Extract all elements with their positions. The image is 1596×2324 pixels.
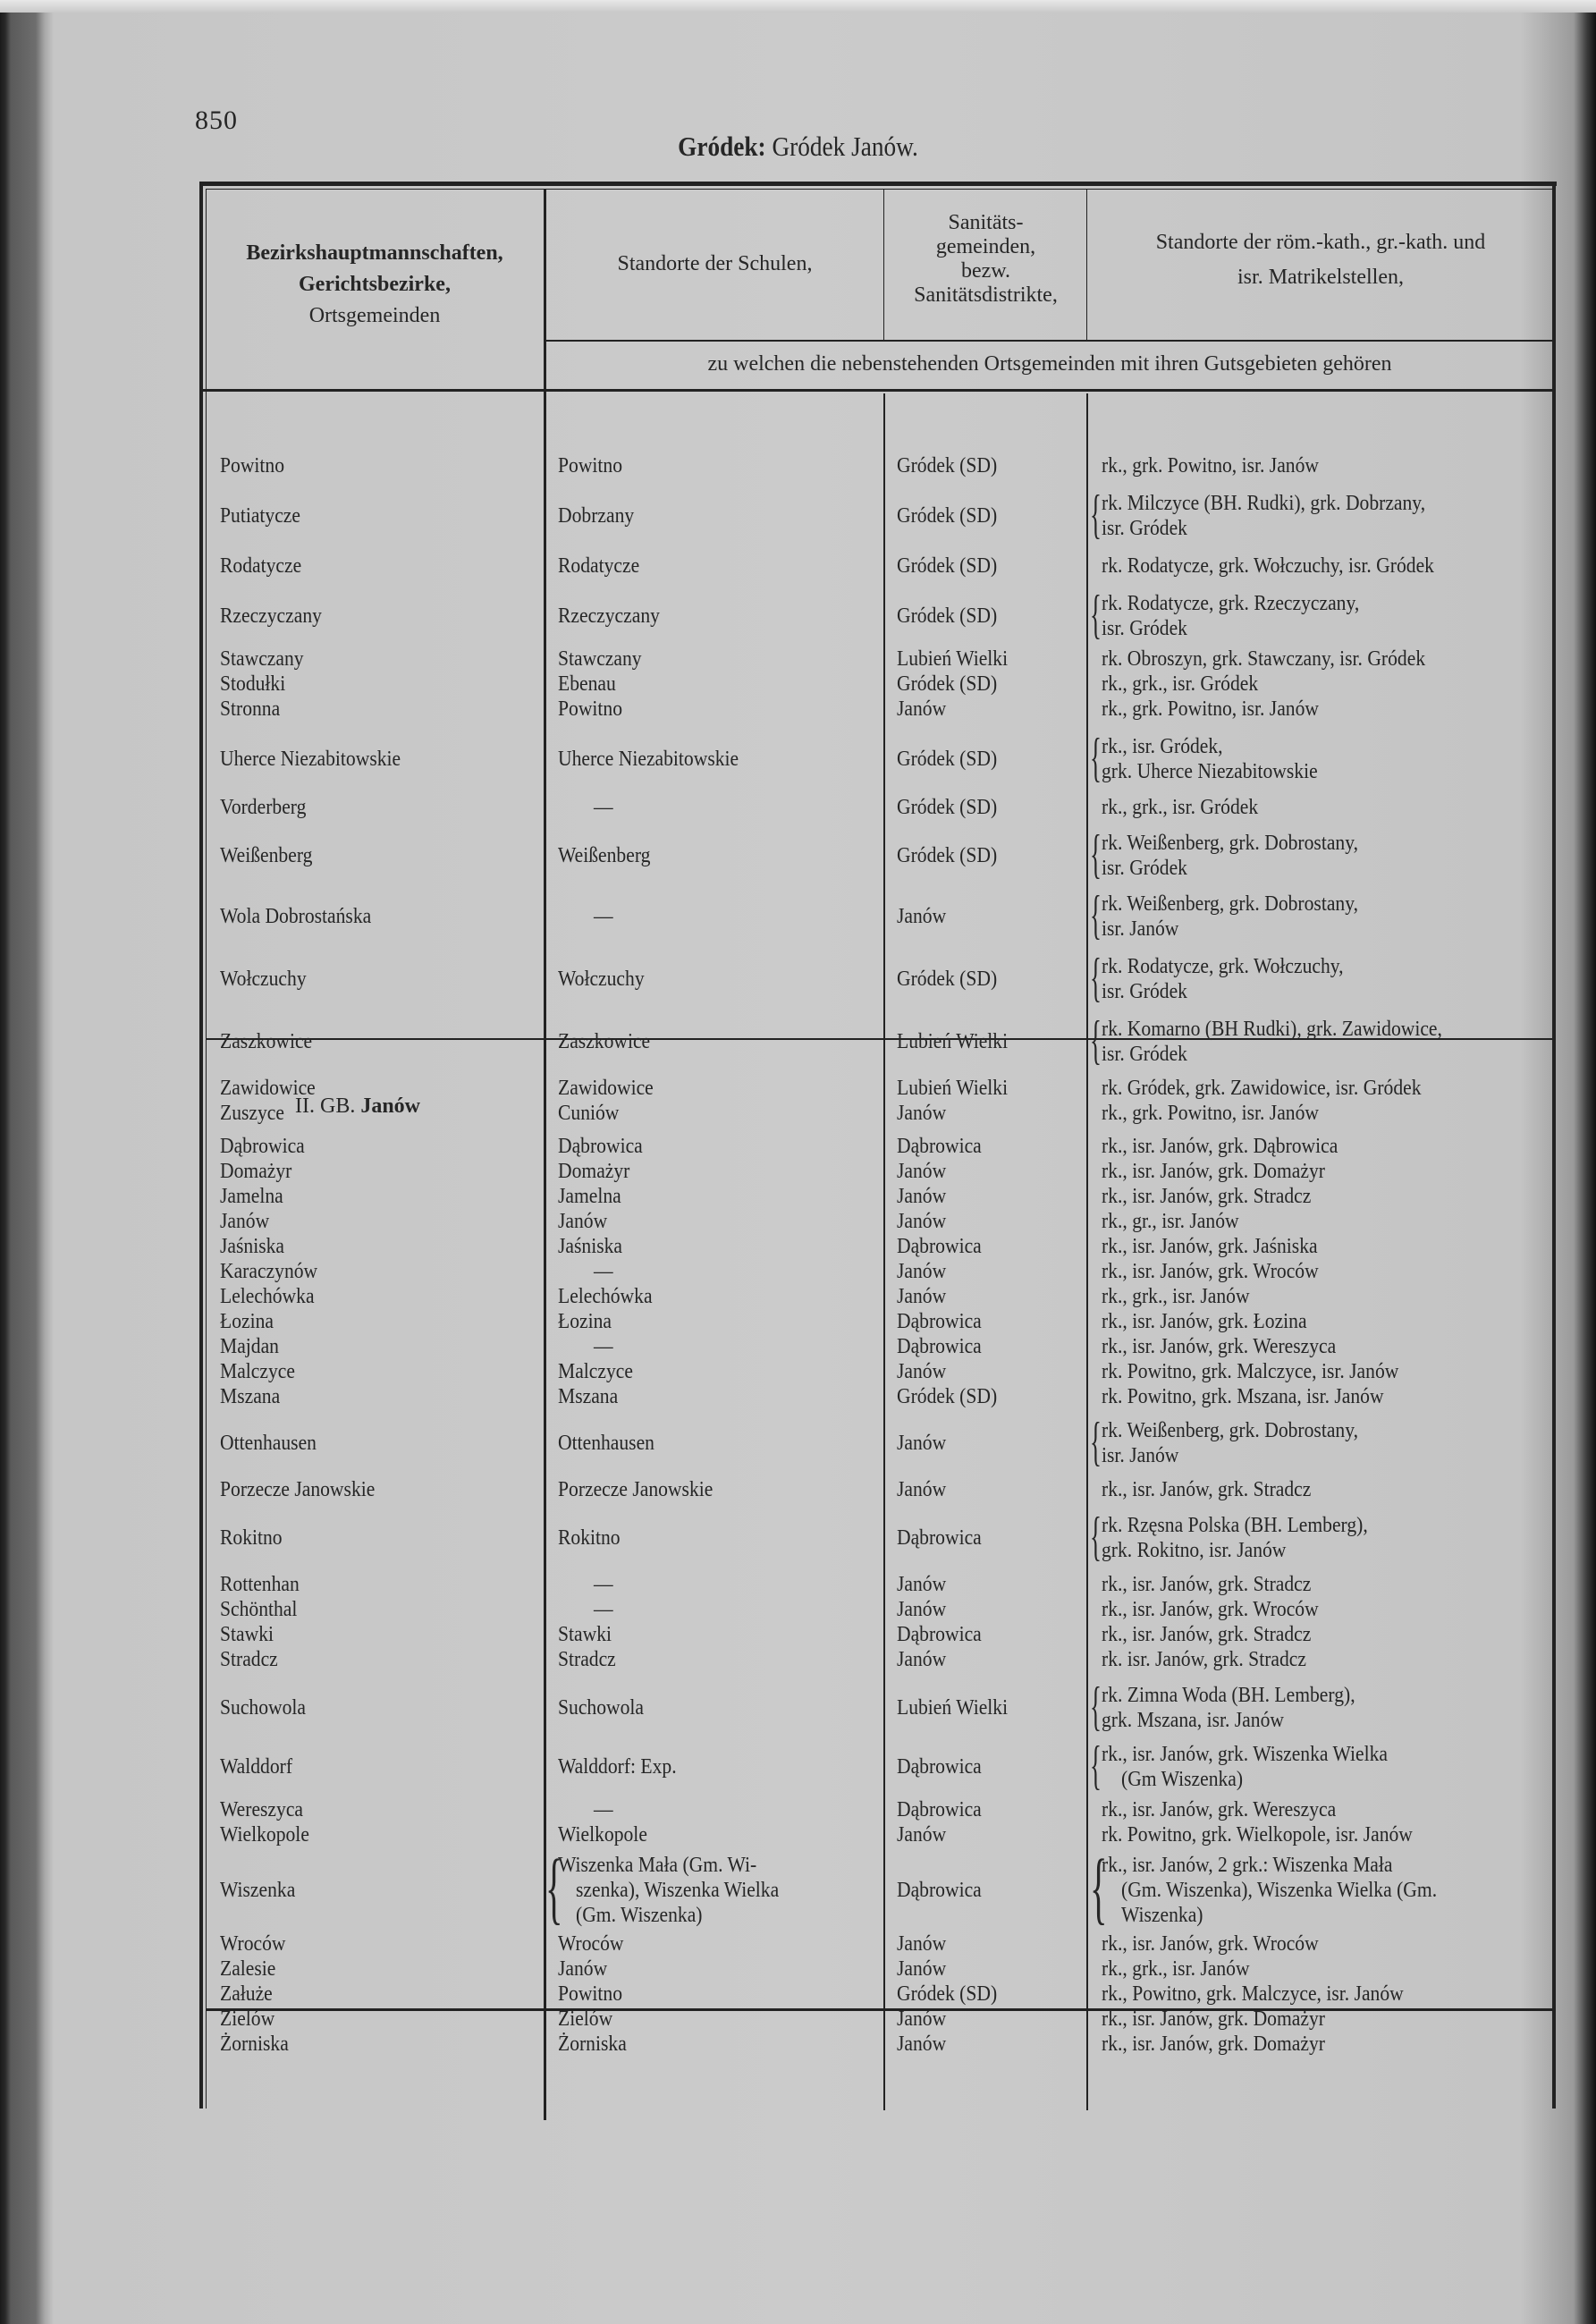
row-matrikel-brace: { bbox=[1090, 948, 1102, 1007]
row-gemeinde: Janów bbox=[220, 1210, 270, 1233]
row-gemeinde: Suchowola bbox=[220, 1696, 306, 1720]
row-schule: (Gm. Wiszenka) bbox=[576, 1904, 703, 1927]
row-schule: Mszana bbox=[558, 1385, 619, 1408]
row-matrikel-brace: { bbox=[1090, 824, 1102, 883]
row-sanitaet: Janów bbox=[897, 905, 947, 928]
row-matrikel: rk., isr. Janów, grk. Wroców bbox=[1102, 1598, 1319, 1621]
row-gemeinde: Porzecze Janowskie bbox=[220, 1478, 376, 1501]
row-matrikel: grk. Mszana, isr. Janów bbox=[1102, 1709, 1284, 1732]
row-schule: Jaśniska bbox=[558, 1235, 622, 1258]
header-col3-line4: Sanitätsdistrikte, bbox=[914, 283, 1058, 307]
row-matrikel: rk., grk., isr. Gródek bbox=[1102, 796, 1259, 819]
row-matrikel: rk., grk. Powitno, isr. Janów bbox=[1102, 454, 1319, 477]
row-matrikel: grk. Uherce Niezabitowskie bbox=[1102, 760, 1318, 783]
row-sanitaet: Gródek (SD) bbox=[897, 672, 998, 696]
row-sanitaet: Gródek (SD) bbox=[897, 554, 998, 578]
row-sanitaet: Gródek (SD) bbox=[897, 748, 998, 771]
row-sanitaet: Janów bbox=[897, 1432, 947, 1455]
row-gemeinde: Stradcz bbox=[220, 1648, 278, 1671]
row-gemeinde: Domażyr bbox=[220, 1160, 292, 1183]
row-matrikel: rk. Komarno (BH Rudki), grk. Zawidowice, bbox=[1102, 1018, 1442, 1041]
row-matrikel: rk., isr. Janów, grk. Domażyr bbox=[1102, 2007, 1325, 2031]
row-sanitaet: Janów bbox=[897, 2007, 947, 2031]
row-gemeinde: Stawczany bbox=[220, 647, 304, 671]
row-sanitaet: Janów bbox=[897, 1210, 947, 1233]
row-matrikel: rk., isr. Janów, grk. Domażyr bbox=[1102, 1160, 1325, 1183]
row-gemeinde: Putiatycze bbox=[220, 504, 300, 528]
table-top-inner-rule bbox=[206, 189, 1552, 190]
row-schule: Domażyr bbox=[558, 1160, 630, 1183]
table-left-inner-border bbox=[206, 189, 207, 2109]
row-schule: Rodatycze bbox=[558, 554, 640, 578]
row-schule: Wiszenka Mała (Gm. Wi- bbox=[558, 1854, 757, 1877]
row-sanitaet: Lubień Wielki bbox=[897, 1030, 1009, 1053]
row-matrikel: rk., grk., isr. Gródek bbox=[1102, 672, 1259, 696]
row-gemeinde: Rodatycze bbox=[220, 554, 302, 578]
subheader-rule bbox=[545, 340, 1554, 342]
row-matrikel: rk., isr. Janów, grk. Jaśniska bbox=[1102, 1235, 1318, 1258]
row-gemeinde: Załuże bbox=[220, 1982, 273, 2006]
header-col4-line2: isr. Matrikelstellen, bbox=[1237, 266, 1404, 289]
row-sanitaet: Dąbrowica bbox=[897, 1755, 982, 1779]
row-gemeinde: Wołczuchy bbox=[220, 968, 307, 991]
row-sanitaet: Gródek (SD) bbox=[897, 454, 998, 477]
header-col3-line1: Sanitäts- bbox=[948, 211, 1024, 234]
row-matrikel: rk., isr. Janów, grk. Wroców bbox=[1102, 1260, 1319, 1283]
row-sanitaet: Dąbrowica bbox=[897, 1335, 982, 1358]
row-schule: — bbox=[594, 1798, 613, 1821]
row-schule: Dąbrowica bbox=[558, 1135, 643, 1158]
row-gemeinde: Wroców bbox=[220, 1932, 286, 1956]
row-matrikel-brace: { bbox=[1090, 1507, 1102, 1566]
row-matrikel: rk., isr. Janów, 2 grk.: Wiszenka Mała bbox=[1102, 1854, 1393, 1877]
row-sanitaet: Gródek (SD) bbox=[897, 504, 998, 528]
row-matrikel: isr. Gródek bbox=[1102, 617, 1187, 640]
row-sanitaet: Janów bbox=[897, 1598, 947, 1621]
row-gemeinde: Wola Dobrostańska bbox=[220, 905, 372, 928]
row-sanitaet: Dąbrowica bbox=[897, 1310, 982, 1333]
row-sanitaet: Lubień Wielki bbox=[897, 1077, 1009, 1100]
row-matrikel: isr. Janów bbox=[1102, 1444, 1179, 1467]
row-sanitaet: Janów bbox=[897, 697, 947, 721]
row-matrikel: rk. isr. Janów, grk. Stradcz bbox=[1102, 1648, 1306, 1671]
row-matrikel: rk. Zimna Woda (BH. Lemberg), bbox=[1102, 1684, 1355, 1707]
row-schule: Zaszkowice bbox=[558, 1030, 651, 1053]
row-gemeinde: Jaśniska bbox=[220, 1235, 284, 1258]
row-schule: Cuniów bbox=[558, 1102, 620, 1125]
row-gemeinde: Zawidowice bbox=[220, 1077, 316, 1100]
row-schule: szenka), Wiszenka Wielka bbox=[576, 1879, 780, 1902]
row-matrikel: Wiszenka) bbox=[1121, 1904, 1203, 1927]
row-schule: Jamelna bbox=[558, 1185, 621, 1208]
row-schule: Ebenau bbox=[558, 672, 616, 696]
row-schule: Malczyce bbox=[558, 1360, 633, 1383]
row-sanitaet: Janów bbox=[897, 1102, 947, 1125]
row-gemeinde: Rottenhan bbox=[220, 1573, 300, 1596]
col-divider-3 bbox=[1086, 189, 1087, 341]
row-schule: — bbox=[594, 1335, 613, 1358]
row-schule: — bbox=[594, 1573, 613, 1596]
row-schule: Dobrzany bbox=[558, 504, 635, 528]
row-schule: Zawidowice bbox=[558, 1077, 654, 1100]
row-gemeinde: Zuszyce bbox=[220, 1102, 284, 1125]
page-top-shade bbox=[0, 0, 1596, 13]
row-gemeinde: Schönthal bbox=[220, 1598, 298, 1621]
row-sanitaet: Gródek (SD) bbox=[897, 1385, 998, 1408]
row-sanitaet: Lubień Wielki bbox=[897, 1696, 1009, 1720]
row-matrikel: rk. Weißenberg, grk. Dobrostany, bbox=[1102, 832, 1359, 855]
row-sanitaet: Janów bbox=[897, 1957, 947, 1981]
row-gemeinde: Zaszkowice bbox=[220, 1030, 313, 1053]
row-sanitaet: Dąbrowica bbox=[897, 1135, 982, 1158]
row-matrikel: rk., isr. Janów, grk. Stradcz bbox=[1102, 1573, 1312, 1596]
row-schule: Porzecze Janowskie bbox=[558, 1478, 714, 1501]
row-matrikel: rk., grk., isr. Janów bbox=[1102, 1285, 1250, 1308]
row-sanitaet: Janów bbox=[897, 1573, 947, 1596]
row-gemeinde: Stronna bbox=[220, 697, 281, 721]
header-col3 bbox=[885, 211, 1086, 308]
row-matrikel-brace: { bbox=[1090, 728, 1102, 787]
row-matrikel: rk., isr. Janów, grk. Wiszenka Wielka bbox=[1102, 1743, 1388, 1766]
row-matrikel-brace: { bbox=[1090, 485, 1102, 544]
row-schule: Stradcz bbox=[558, 1648, 616, 1671]
row-gemeinde: Ottenhausen bbox=[220, 1432, 317, 1455]
row-gemeinde: Uherce Niezabitowskie bbox=[220, 748, 401, 771]
row-schule: Rokitno bbox=[558, 1526, 621, 1550]
header-bottom-rule bbox=[202, 389, 1554, 392]
row-gemeinde: Karaczynów bbox=[220, 1260, 318, 1283]
section2-heading bbox=[295, 1094, 420, 1119]
row-matrikel: rk., isr. Janów, grk. Wroców bbox=[1102, 1932, 1319, 1956]
row-matrikel: isr. Gródek bbox=[1102, 517, 1187, 540]
header-col4 bbox=[1088, 231, 1553, 290]
row-gemeinde: Łozina bbox=[220, 1310, 274, 1333]
header-col1-line2: Gerichtsbezirke, bbox=[299, 273, 451, 296]
subheader: zu welchen die nebenstehenden Ortsgemeinden mit ihren Gutsgebieten gehören bbox=[707, 352, 1392, 376]
row-matrikel: rk. Milczyce (BH. Rudki), grk. Dobrzany, bbox=[1102, 492, 1426, 515]
row-matrikel: isr. Gródek bbox=[1102, 980, 1187, 1003]
page-title bbox=[96, 131, 1500, 163]
row-matrikel: (Gm. Wiszenka), Wiszenka Wielka (Gm. bbox=[1121, 1879, 1438, 1902]
row-sanitaet: Gródek (SD) bbox=[897, 968, 998, 991]
row-schule: Stawki bbox=[558, 1623, 612, 1646]
table-right-border bbox=[1552, 182, 1556, 2109]
row-matrikel: rk. Gródek, grk. Zawidowice, isr. Gródek bbox=[1102, 1077, 1422, 1100]
row-gemeinde: Mszana bbox=[220, 1385, 281, 1408]
row-sanitaet: Gródek (SD) bbox=[897, 1982, 998, 2006]
row-schule-brace: { bbox=[545, 1844, 563, 1932]
row-schule: Walddorf: Exp. bbox=[558, 1755, 677, 1779]
row-gemeinde: Walddorf bbox=[220, 1755, 293, 1779]
row-schule: Żorniska bbox=[558, 2032, 627, 2056]
header-col2: Standorte der Schulen, bbox=[617, 252, 813, 275]
row-sanitaet: Janów bbox=[897, 1160, 947, 1183]
row-sanitaet: Janów bbox=[897, 1285, 947, 1308]
row-matrikel: rk. Weißenberg, grk. Dobrostany, bbox=[1102, 892, 1359, 916]
row-matrikel: rk., isr. Janów, grk. Wereszyca bbox=[1102, 1335, 1337, 1358]
row-gemeinde: Lelechówka bbox=[220, 1285, 315, 1308]
row-matrikel-brace: { bbox=[1090, 885, 1102, 944]
row-sanitaet: Janów bbox=[897, 1185, 947, 1208]
row-schule: Powitno bbox=[558, 1982, 623, 2006]
row-schule: Powitno bbox=[558, 697, 623, 721]
page-number: 850 bbox=[195, 106, 238, 135]
row-schule: Łozina bbox=[558, 1310, 612, 1333]
row-sanitaet: Dąbrowica bbox=[897, 1526, 982, 1550]
row-matrikel: isr. Gródek bbox=[1102, 1043, 1187, 1066]
row-schule: Uherce Niezabitowskie bbox=[558, 748, 739, 771]
title-subdistricts: Gródek Janów. bbox=[765, 131, 918, 162]
header-col1 bbox=[206, 241, 544, 328]
header-col4-line1: Standorte der röm.-kath., gr.-kath. und bbox=[1155, 231, 1486, 254]
row-matrikel: isr. Janów bbox=[1102, 917, 1179, 941]
row-matrikel: (Gm Wiszenka) bbox=[1121, 1768, 1244, 1791]
row-gemeinde: Wiszenka bbox=[220, 1879, 296, 1902]
table-left-border bbox=[199, 182, 203, 2109]
header-col1-line1: Bezirkshauptmannschaften, bbox=[246, 241, 503, 265]
row-matrikel: rk. Weißenberg, grk. Dobrostany, bbox=[1102, 1419, 1359, 1442]
row-matrikel-brace: { bbox=[1090, 1010, 1102, 1069]
row-schule: — bbox=[594, 796, 613, 819]
row-gemeinde: Stodułki bbox=[220, 672, 286, 696]
row-sanitaet: Janów bbox=[897, 1360, 947, 1383]
row-sanitaet: Dąbrowica bbox=[897, 1623, 982, 1646]
row-schule: Zielów bbox=[558, 2007, 613, 2031]
row-sanitaet: Janów bbox=[897, 1260, 947, 1283]
row-schule: Suchowola bbox=[558, 1696, 644, 1720]
row-schule: Wielkopole bbox=[558, 1823, 647, 1847]
row-matrikel-brace: { bbox=[1090, 1736, 1102, 1795]
row-schule: Wołczuchy bbox=[558, 968, 645, 991]
row-sanitaet: Dąbrowica bbox=[897, 1235, 982, 1258]
row-schule: Janów bbox=[558, 1957, 608, 1981]
row-matrikel: rk. Rodatycze, grk. Rzeczyczany, bbox=[1102, 592, 1360, 615]
row-matrikel: rk., isr. Janów, grk. Łozina bbox=[1102, 1310, 1307, 1333]
row-schule: Stawczany bbox=[558, 647, 642, 671]
row-matrikel: rk. Rodatycze, grk. Wołczuchy, bbox=[1102, 955, 1344, 978]
row-matrikel: rk., isr. Janów, grk. Stradcz bbox=[1102, 1478, 1312, 1501]
row-sanitaet: Janów bbox=[897, 1478, 947, 1501]
row-matrikel: rk., isr. Janów, grk. Stradcz bbox=[1102, 1623, 1312, 1646]
row-matrikel: rk. Powitno, grk. Mszana, isr. Janów bbox=[1102, 1385, 1384, 1408]
col-divider-1 bbox=[544, 189, 546, 2120]
row-matrikel: rk., grk. Powitno, isr. Janów bbox=[1102, 1102, 1319, 1125]
row-schule: — bbox=[594, 1260, 613, 1283]
row-gemeinde: Zalesie bbox=[220, 1957, 276, 1981]
row-matrikel: rk., grk., isr. Janów bbox=[1102, 1957, 1250, 1981]
row-matrikel: rk., isr. Janów, grk. Stradcz bbox=[1102, 1185, 1312, 1208]
row-gemeinde: Rokitno bbox=[220, 1526, 283, 1550]
col-divider-2 bbox=[883, 189, 884, 341]
row-sanitaet: Gródek (SD) bbox=[897, 604, 998, 628]
row-schule: Lelechówka bbox=[558, 1285, 653, 1308]
row-matrikel: rk., Powitno, grk. Malczyce, isr. Janów bbox=[1102, 1982, 1404, 2006]
row-matrikel: rk., isr. Janów, grk. Dąbrowica bbox=[1102, 1135, 1338, 1158]
row-sanitaet: Dąbrowica bbox=[897, 1879, 982, 1902]
row-matrikel-brace: { bbox=[1090, 1677, 1102, 1736]
row-gemeinde: Weißenberg bbox=[220, 844, 313, 867]
row-schule: Wroców bbox=[558, 1932, 624, 1956]
row-gemeinde: Wielkopole bbox=[220, 1823, 309, 1847]
row-sanitaet: Janów bbox=[897, 1648, 947, 1671]
table-bottom-rule bbox=[207, 2008, 1553, 2011]
row-matrikel: rk., isr. Gródek, bbox=[1102, 735, 1223, 758]
header-col1-line3: Ortsgemeinden bbox=[308, 304, 441, 327]
section2-heading-name: Janów bbox=[360, 1094, 421, 1118]
row-schule: Janów bbox=[558, 1210, 608, 1233]
row-matrikel: rk. Obroszyn, grk. Stawczany, isr. Gródek bbox=[1102, 647, 1426, 671]
row-sanitaet: Janów bbox=[897, 2032, 947, 2056]
row-matrikel-brace: { bbox=[1090, 585, 1102, 644]
row-sanitaet: Gródek (SD) bbox=[897, 796, 998, 819]
row-gemeinde: Żorniska bbox=[220, 2032, 289, 2056]
row-matrikel: rk. Powitno, grk. Wielkopole, isr. Janów bbox=[1102, 1823, 1413, 1847]
header-col3-line3: bezw. bbox=[960, 259, 1011, 283]
section2-heading-prefix: II. GB. bbox=[295, 1094, 356, 1118]
row-gemeinde: Stawki bbox=[220, 1623, 274, 1646]
row-schule: Rzeczyczany bbox=[558, 604, 660, 628]
row-gemeinde: Jamelna bbox=[220, 1185, 283, 1208]
row-schule: Weißenberg bbox=[558, 844, 651, 867]
row-gemeinde: Rzeczyczany bbox=[220, 604, 322, 628]
row-sanitaet: Gródek (SD) bbox=[897, 844, 998, 867]
row-schule: Ottenhausen bbox=[558, 1432, 654, 1455]
row-matrikel: grk. Rokitno, isr. Janów bbox=[1102, 1539, 1287, 1562]
row-matrikel: rk., isr. Janów, grk. Wereszyca bbox=[1102, 1798, 1337, 1821]
row-matrikel: rk. Rzęsna Polska (BH. Lemberg), bbox=[1102, 1514, 1368, 1537]
row-matrikel: rk. Rodatycze, grk. Wołczuchy, isr. Gródek bbox=[1102, 554, 1434, 578]
row-matrikel-brace: { bbox=[1090, 1412, 1102, 1471]
row-matrikel: isr. Gródek bbox=[1102, 857, 1187, 880]
header-col3-line2: gemeinden, bbox=[935, 235, 1036, 258]
row-schule: — bbox=[594, 1598, 613, 1621]
row-gemeinde: Dąbrowica bbox=[220, 1135, 305, 1158]
row-gemeinde: Wereszyca bbox=[220, 1798, 303, 1821]
row-gemeinde: Powitno bbox=[220, 454, 285, 477]
row-schule: Powitno bbox=[558, 454, 623, 477]
row-gemeinde: Vorderberg bbox=[220, 796, 307, 819]
row-gemeinde: Majdan bbox=[220, 1335, 279, 1358]
row-matrikel: rk., gr., isr. Janów bbox=[1102, 1210, 1239, 1233]
row-matrikel: rk. Powitno, grk. Malczyce, isr. Janów bbox=[1102, 1360, 1399, 1383]
row-schule: — bbox=[594, 905, 613, 928]
row-matrikel: rk., grk. Powitno, isr. Janów bbox=[1102, 697, 1319, 721]
row-gemeinde: Zielów bbox=[220, 2007, 275, 2031]
row-matrikel: rk., isr. Janów, grk. Domażyr bbox=[1102, 2032, 1325, 2056]
table-top-rule bbox=[199, 182, 1557, 186]
row-sanitaet: Lubień Wielki bbox=[897, 647, 1009, 671]
col-divider-2b bbox=[883, 393, 885, 2110]
row-sanitaet: Janów bbox=[897, 1823, 947, 1847]
title-district: Gródek: bbox=[678, 131, 766, 162]
row-gemeinde: Malczyce bbox=[220, 1360, 295, 1383]
row-sanitaet: Janów bbox=[897, 1932, 947, 1956]
row-sanitaet: Dąbrowica bbox=[897, 1798, 982, 1821]
col-divider-3b bbox=[1086, 393, 1088, 2110]
row-matrikel-brace: { bbox=[1090, 1844, 1108, 1932]
